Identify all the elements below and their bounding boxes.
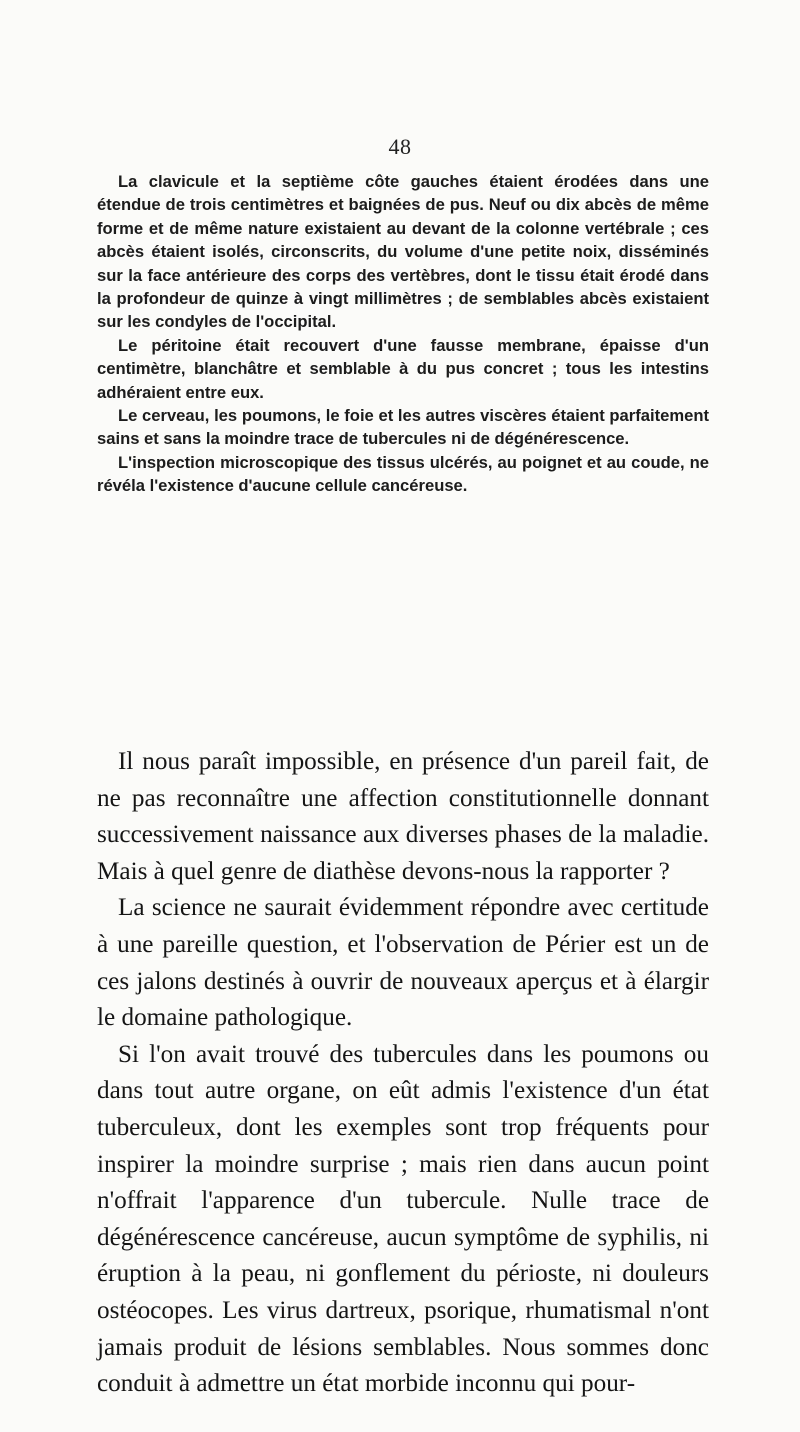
page-number: 48 (388, 134, 412, 159)
paragraph-no-tubercles: Si l'on avait trouvé des tubercules dans les poumons ou dans tout autre organe, on eût admis l'existence d'un état tuberculeux, dont les exemples sont trop fréquents pour inspirer la moindre surprise ; mais rien dans aucun point n'offrait l'apparence d'un tubercule. Nulle trace de dégénérescence cancéreuse, aucun symptôme de syphilis, ni éruption à la peau, ni gonflement du périoste, ni douleurs ostéocopes. Les virus dartreux, psorique, rhumatismal n'ont jamais produit de lésions semblables. Nous sommes donc conduit à admettre un état morbide inconnu qui pour- (97, 1040, 709, 1398)
paragraph-constitutional-affection: Il nous paraît impossible, en présence d'un pareil fait, de ne pas reconnaître une affection constitutionnelle donnant successivement naissance aux diverses phases de la maladie. Mais à quel genre de diathèse devons-nous la rapporter ? (97, 748, 709, 885)
paragraph-healthy-organs: Le cerveau, les poumons, le foie et les autres viscères étaient parfaitement sains et sans la moindre trace de tubercules ni de dégénérescence. (97, 406, 709, 449)
paragraph-science-certitude: La science ne saurait évidemment répondre avec certitude à une pareille question, et l'observation de Périer est un de ces jalons destinés à ouvrir de nouveaux aperçus et à élargir le domaine pathologique. (97, 894, 709, 1032)
paragraph-clavicle-abscesses: La clavicule et la septième côte gauches étaient érodées dans une étendue de trois centimètres et baignées de pus. Neuf ou dix abcès de même forme et de même nature existaient au devant de la colonne vertébrale ; ces abcès étaient isolés, circonscrits, du volume d'une petite noix, disséminés sur la face antérieure des corps des vertèbres, dont le tissu était érodé dans la profondeur de quinze à vingt millimètres ; de semblables abcès existaient sur les condyles de l'occipital. (97, 172, 709, 332)
paragraph-peritoneum: Le péritoine était recouvert d'une fausse membrane, épaisse d'un centimètre, blanchâtre et semblable à du pus concret ; tous les intestins adhéraient entre eux. (97, 335, 709, 402)
discussion-section (97, 744, 709, 1403)
paragraph-microscopic-inspection: L'inspection microscopique des tissus ulcérés, au poignet et au coude, ne révéla l'existence d'aucune cellule cancéreuse. (97, 452, 709, 496)
autopsy-report-section (97, 170, 709, 498)
